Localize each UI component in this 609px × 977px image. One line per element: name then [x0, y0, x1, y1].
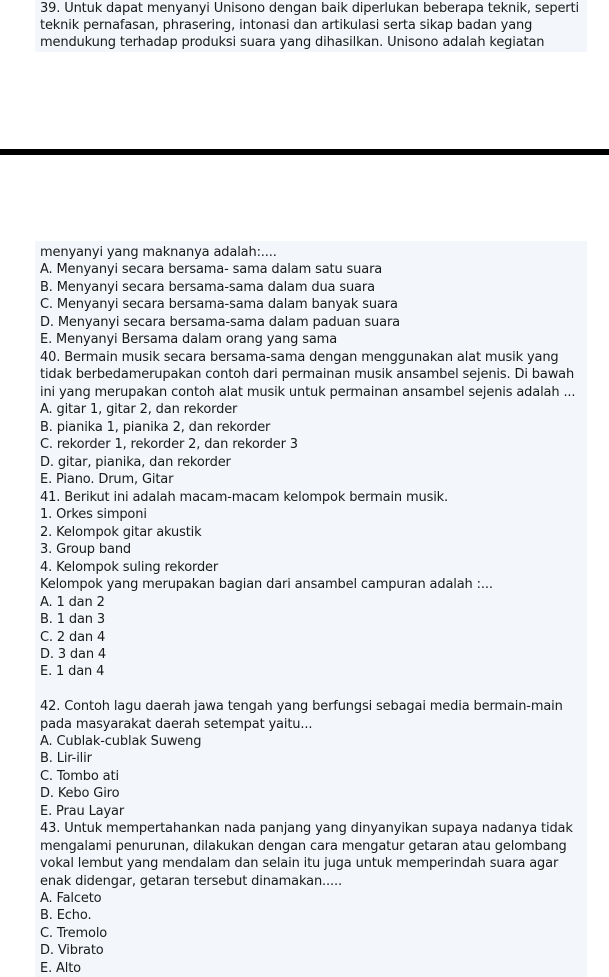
answer-option: D. Vibrato — [40, 943, 104, 958]
answer-option: E. Piano. Drum, Gitar — [40, 472, 174, 487]
questions-block — [35, 241, 587, 977]
text-line: menyanyi yang maknanya adalah:.... — [40, 245, 277, 260]
question-39-fragment — [35, 0, 587, 52]
list-item: 3. Group band — [40, 542, 132, 557]
list-item: 2. Kelompok gitar akustik — [40, 525, 202, 540]
answer-option: A. Cublak-cublak Suweng — [40, 734, 202, 749]
answer-option: D. 3 dan 4 — [40, 647, 107, 662]
answer-option: B. Echo. — [40, 908, 92, 923]
list-item: 4. Kelompok suling rekorder — [40, 560, 219, 575]
answer-option: A. Falceto — [40, 891, 102, 906]
text-line: tidak berbedamerupakan contoh dari permainan musik ansambel sejenis. Di bawah — [40, 367, 575, 382]
answer-option: C. Tombo ati — [40, 769, 119, 784]
answer-option: A. 1 dan 2 — [40, 595, 105, 610]
answer-option: A. gitar 1, gitar 2, dan rekorder — [40, 402, 238, 417]
answer-option: E. Alto — [40, 961, 81, 976]
answer-option: E. Menyanyi Bersama dalam orang yang sama — [40, 332, 338, 347]
list-item: 1. Orkes simponi — [40, 507, 147, 522]
text-line: enak didengar, getaran tersebut dinamakan..... — [40, 874, 342, 889]
answer-option: D. gitar, pianika, dan rekorder — [40, 455, 231, 470]
answer-option: E. Prau Layar — [40, 804, 125, 819]
answer-option: B. Menyanyi secara bersama-sama dalam dua suara — [40, 280, 375, 295]
answer-option: E. 1 dan 4 — [40, 664, 105, 679]
answer-option: A. Menyanyi secara bersama- sama dalam satu suara — [40, 262, 383, 277]
answer-option: B. Lir-ilir — [40, 751, 92, 766]
text-line: mengalami penurunan, dilakukan dengan cara mengatur getaran atau gelombang — [40, 839, 567, 854]
page-divider — [0, 149, 609, 155]
question-40: 40. Bermain musik secara bersama-sama dengan menggunakan alat musik yang — [40, 350, 559, 365]
text-line: ini yang merupakan contoh alat musik untuk permainan ansambel sejenis adalah ... — [40, 385, 576, 400]
text-line: Kelompok yang merupakan bagian dari ansambel campuran adalah :... — [40, 577, 493, 592]
question-42: 42. Contoh lagu daerah jawa tengah yang berfungsi sebagai media bermain-main — [40, 699, 563, 714]
answer-option: B. pianika 1, pianika 2, dan rekorder — [40, 420, 271, 435]
text-line: vokal lembut yang mendalam dan selain itu juga untuk memperindah suara agar — [40, 856, 559, 871]
answer-option: B. 1 dan 3 — [40, 612, 105, 627]
answer-option: C. 2 dan 4 — [40, 630, 106, 645]
answer-option: D. Kebo Giro — [40, 786, 120, 801]
text-line: pada masyarakat daerah setempat yaitu... — [40, 717, 313, 732]
answer-option: D. Menyanyi secara bersama-sama dalam paduan suara — [40, 315, 400, 330]
question-41: 41. Berikut ini adalah macam-macam kelompok bermain musik. — [40, 490, 449, 505]
answer-option: C. Menyanyi secara bersama-sama dalam banyak suara — [40, 297, 398, 312]
answer-option: C. rekorder 1, rekorder 2, dan rekorder 3 — [40, 437, 298, 452]
text-line: mendukung terhadap produksi suara yang dihasilkan. Unisono adalah kegiatan — [40, 35, 545, 50]
answer-option: C. Tremolo — [40, 926, 108, 941]
text-line: teknik pernafasan, phrasering, intonasi dan artikulasi serta sikap badan yang — [40, 18, 533, 33]
question-43: 43. Untuk mempertahankan nada panjang yang dinyanyikan supaya nadanya tidak — [40, 821, 573, 836]
text-line: 39. Untuk dapat menyanyi Unisono dengan baik diperlukan beberapa teknik, seperti — [40, 1, 579, 16]
